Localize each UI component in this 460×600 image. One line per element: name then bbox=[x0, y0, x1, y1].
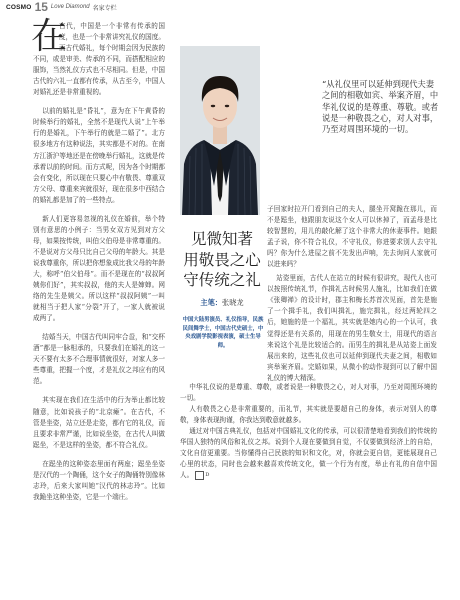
portrait-image bbox=[180, 46, 260, 215]
paragraph: 在 古代，中国是一个非常有传承的国度，也是一个非常讲究礼仪的国度。而古代婚礼，每个时期会因为民族的不同，或是审美、传承的不同，而搭配相应的服饰，当然礼仪方式也不尽相同。但是，中国古代的六礼一直都有传承，从古至今，中国人对婚礼还是非常重视的。 bbox=[31, 16, 165, 97]
article-title bbox=[180, 229, 264, 291]
paragraph: 通过对中国古典礼仪，包括对中国婚礼文化的传承，可以很清楚地看到我们的传统的华国人独特的风俗和礼仪之邦。说到个人现在要做到自觉，不仅要做到经济上的自给，文化自信更重要。当你懂得自己民族的知识和文化，对，你就会更自信，更能展现自己心里的状态，同时也会越来越喜欢传统文化，做一个行为有度，举止有礼的自信中国人。 D bbox=[180, 427, 437, 480]
author-prefix: 主笔： bbox=[200, 298, 222, 307]
paragraph: 在跽坐的这种姿态里面有两座；跽坐坐姿是汉代的一个陶俑，这个女子的陶俑特别像林志玲，后来大家叫她“汉代的林志玲”。比如我跪坐这种坐姿，它是一个端庄。 bbox=[33, 459, 165, 501]
right-column bbox=[267, 204, 437, 384]
bottom-column bbox=[180, 382, 437, 481]
author-portrait bbox=[180, 46, 260, 215]
magazine-name: COSMO bbox=[6, 3, 32, 11]
left-column bbox=[31, 16, 165, 503]
paragraph: 人有敬畏之心是非常重要的，而礼节，其实就是要超自己的身体，表示对别人的尊敬，身体表现拘谨，你我达到敬意就越多。 bbox=[180, 405, 437, 425]
issue-number: 15 bbox=[34, 0, 48, 14]
end-mark: D bbox=[195, 471, 204, 480]
page-header bbox=[6, 1, 117, 13]
paragraph: 新人们更容易忽视的礼仪在婚前，举个特别有意思的小例子：当男女双方见到对方父母，如果按传统，叫伯父伯母是非常尊重的。不是说对方父母只比自己父母的年龄大。其是说我尊重你，所以把你想象成比我父母的年龄大，称呼“伯父伯母”。而不是现在的“叔叔阿姨你们好”，其实叔叔，他的夫人是婶婶。网络的先生是姨父。所以这样“叔叔阿姨”一叫就相当于把人家“分裂”开了，一家人就被说成两了。 bbox=[33, 214, 165, 323]
paragraph: 子回家时拉开门看到自己的夫人，腿坐开窝跪在那儿，而不是跽坐，他跟朋友说这个女人可以休掉了，而孟母是比较智慧的，用儿的敲化解了这个非常大的休妻事件。她跟孟子说，你不符合礼仪，不守礼仪，你进要求别人去守礼吗？你为什么进屋之前不先发出声响，先去询问人家就可以进来吗？ bbox=[267, 205, 437, 269]
title-line: 用敬畏之心 bbox=[183, 250, 261, 269]
title-line: 见微知著 bbox=[190, 230, 253, 248]
column-name: 名家专栏 bbox=[92, 5, 117, 12]
brand-name: Love Diamond bbox=[50, 4, 90, 10]
pull-quote: “从礼仪里可以延伸到现代夫妻之间的相敬如宾、举案齐眉，中华礼仪说的是尊重、尊敬。或者说是一种敬畏之心，对人对事，乃至对周围环境的一切。 bbox=[322, 79, 439, 135]
paragraph: 其实现在我们在生活中的行为举止都比较随意，比如说孩子的“北京瘫”。在古代，不管是坐姿，站立还是走姿，都有它的礼仪，而且要求非常严谨，比如说坐姿，在古代人叫做跽坐，不是这样的坐姿，都不符合礼仪。 bbox=[33, 396, 165, 449]
drop-cap: 在 bbox=[31, 16, 68, 57]
paragraph: 站姿里面，古代人在站立的时候有很讲究，现代人也可以按照传统礼节，作揖礼古时候男人施礼，比如我们在做《张卿禅》的设计时，郡主和梅长苏首次见面，首先是施了一个揖手礼，我们叫揖礼，施完揖礼，经过两轮四之后，她施的是一个福礼，其实就是她内心的一个认可，我觉得还是有关系的，用现在的男生敬女士，用现代的语言来说这个礼是比较适合的。而男生的揖礼是从站姿上面发展出来的，这些礼仪也可以延伸到现代夫妻之间，相敬如宾举案齐眉。完婚如果，从微小的动作现到可以了解中国礼仪的博大精深。 bbox=[267, 274, 437, 382]
author-byline bbox=[180, 298, 264, 308]
title-line: 守传统之礼 bbox=[183, 271, 261, 289]
paragraph: 中华礼仪说的是尊重、尊敬，或者说是一种敬畏之心，对人对事，乃至对周围环境的一切。 bbox=[180, 383, 437, 403]
paragraph: 结婚当天，中国古代叫同牢合巹，和“交杯酒”都是一脉相承的，只要我们在婚礼的这一天不要有太多不合理事情就很好，对家人多一些尊重，把握一个度，才是礼仪之邦应有的风范。 bbox=[33, 333, 165, 386]
author-bio: 中国大陆男演员、礼仪指导，民族民间舞学士，中国古代史硕士，中央戏剧学院影视表演，硕士生导师。 bbox=[182, 317, 264, 349]
paragraph: 以前的婚礼是“昏礼”，意为在下午黄昏的时候举行的婚礼，全然不是现代人说“上午举行的是婚礼，下午举行的就是二婚了”。北方很多地方有这种说法，其实都是不对的。在南方江浙沪等地还是在傍晚举行婚礼，这就是传承着以前的时间。而方式呢，因为各个时期都会有变化，所以现在只要心中有敬畏、尊重双方父母、尊重来宾就很好，现在很多中西结合的婚礼都是加了的一些特点。 bbox=[33, 107, 165, 204]
author-name: 张晓龙 bbox=[222, 298, 244, 307]
